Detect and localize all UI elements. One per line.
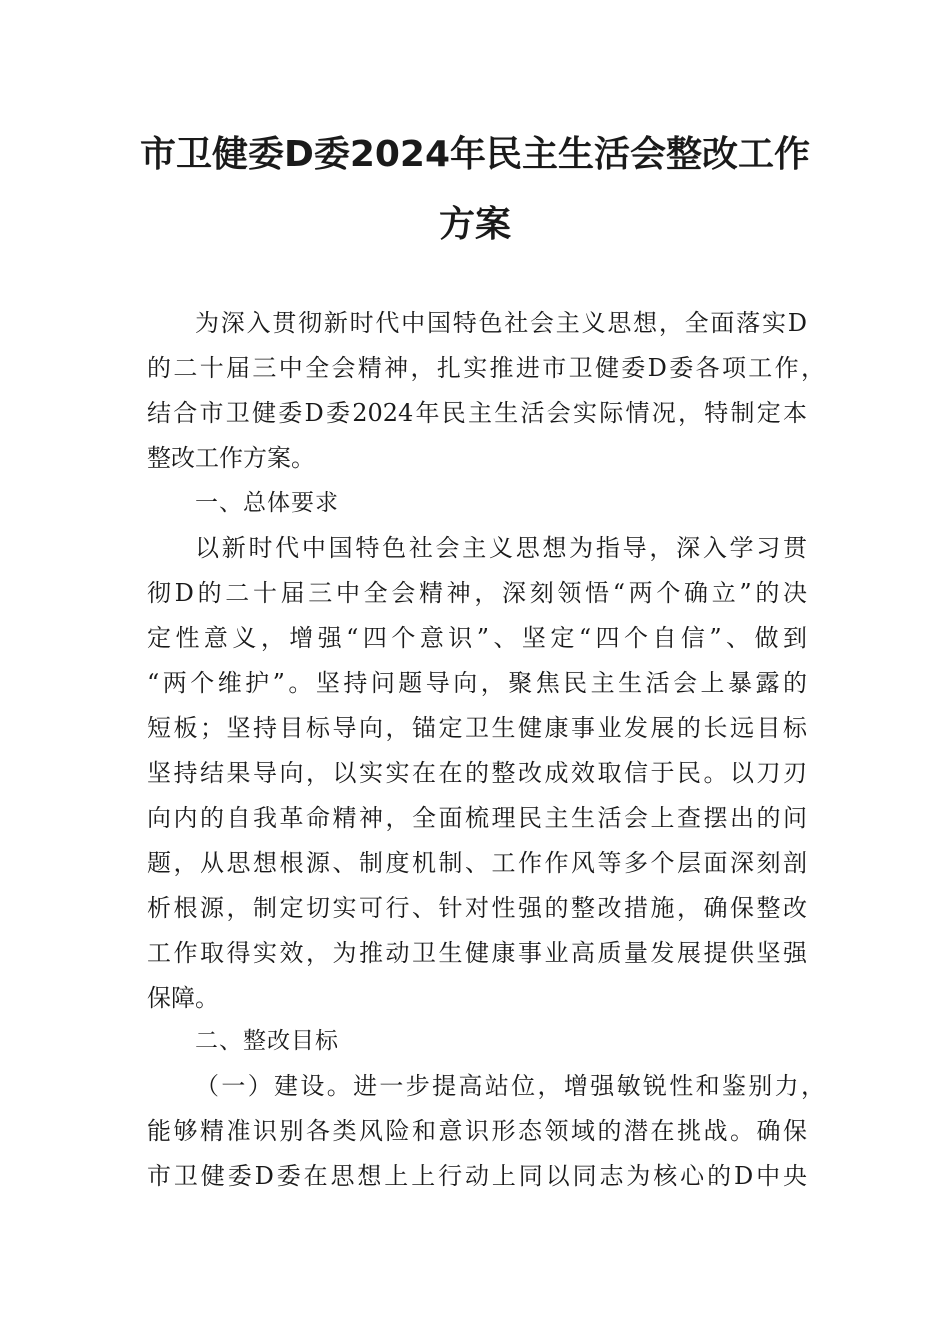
document-title-line-2: 方案 (438, 204, 511, 245)
section1-line-8: 题，从思想根源、制度机制、工作作风等多个层面深刻剖 (147, 849, 807, 877)
section1-line-5: 短板；坚持目标导向，锚定卫生健康事业发展的长远目标 (147, 714, 807, 742)
section2-line-1: （一）建设。进一步提高站位，增强敏锐性和鉴别力， (195, 1072, 825, 1100)
section-heading-2: 二、整改目标 (195, 1028, 339, 1054)
section1-line-1: 以新时代中国特色社会主义思想为指导，深入学习贯 (195, 534, 807, 562)
intro-line-4: 整改工作方案。 (147, 444, 315, 472)
section2-line-3: 市卫健委D委在思想上上行动上同以同志为核心的D中央 (147, 1162, 807, 1190)
intro-line-2: 的二十届三中全会精神，扎实推进市卫健委D委各项工作， (147, 354, 825, 382)
section1-line-10: 工作取得实效，为推动卫生健康事业高质量发展提供坚强 (147, 939, 807, 967)
document-title-line-1: 市卫健委D委2024年民主生活会整改工作 (139, 134, 811, 175)
section1-line-4: “两个维护”。坚持问题导向，聚焦民主生活会上暴露的 (147, 669, 807, 697)
section-heading-1: 一、总体要求 (195, 490, 339, 516)
section1-line-7: 向内的自我革命精神，全面梳理民主生活会上查摆出的问 (147, 804, 807, 832)
section1-line-11: 保障。 (147, 984, 219, 1012)
section1-line-6: 坚持结果导向，以实实在在的整改成效取信于民。以刀刃 (147, 759, 807, 787)
section1-line-9: 析根源，制定切实可行、针对性强的整改措施，确保整改 (147, 894, 807, 922)
section1-line-3: 定性意义，增强“四个意识”、坚定“四个自信”、做到 (147, 624, 807, 652)
intro-line-1: 为深入贯彻新时代中国特色社会主义思想，全面落实D (195, 309, 807, 337)
intro-line-3: 结合市卫健委D委2024年民主生活会实际情况，特制定本 (147, 399, 807, 427)
section2-line-2: 能够精准识别各类风险和意识形态领域的潜在挑战。确保 (147, 1117, 807, 1145)
section1-line-2: 彻D的二十届三中全会精神，深刻领悟“两个确立”的决 (147, 579, 807, 607)
